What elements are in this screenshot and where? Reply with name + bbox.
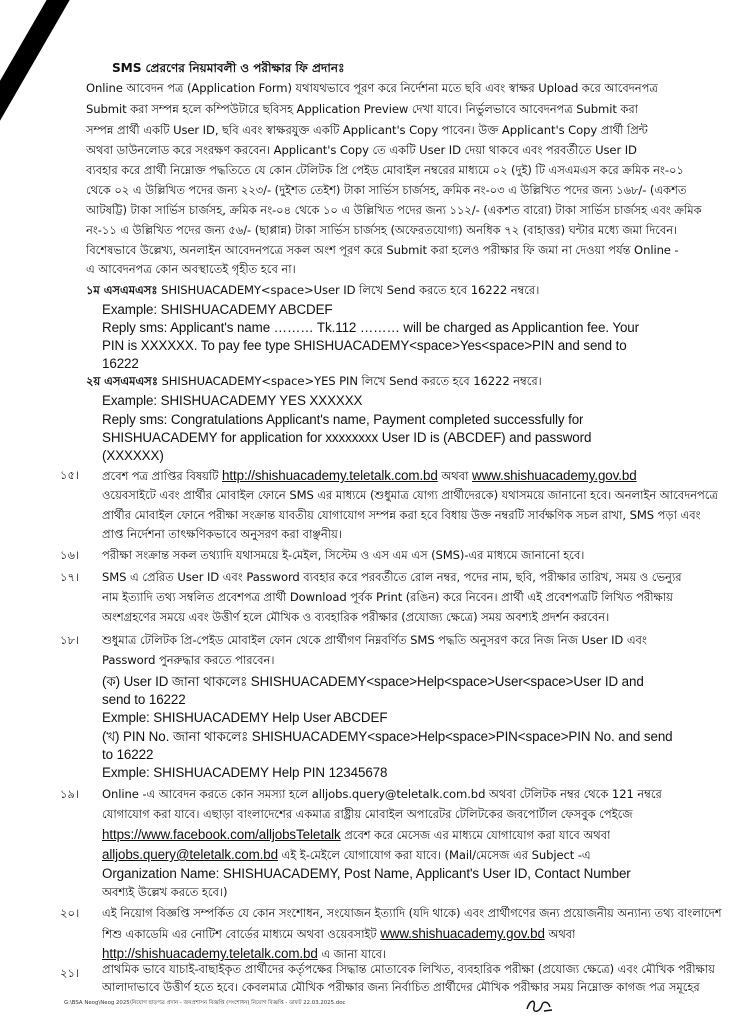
- item18-line: Password পুনরুদ্ধার করতে পারবেন।: [102, 653, 275, 667]
- intro-line: নং-১১ এ উল্লিখিত পদের জন্য ৫৬/- (ছাপ্পান্ন) টাকা সার্ভিস চার্জসহ (অফেরতযোগ্য) অনধিক ৭২ (বাহাত্তর) ঘন্টার মধ্যে জমা দিবেন।: [86, 223, 678, 237]
- item-number: ২১।: [60, 966, 80, 980]
- intro-line: বিশেষভাবে উল্লেখ্য, অনলাইন আবেদনপত্রে সকল অংশ পূরণ করে Submit করা হলেও পরীক্ষার ফি জমা না দেওয়া পর্যন্ত Online -: [86, 243, 679, 257]
- item19-line: যোগাযোগ করা যাবে। এছাড়া বাংলাদেশের একমাত্র রাষ্ট্রীয় মোবাইল অপারেটর টেলিটকের জবপোর্টাল ফেসবুক পেইজে: [102, 807, 633, 821]
- item18-kha-line: (খ) PIN No. জানা থাকলেঃ SHISHUACADEMY<space>Help<space>PIN<space>PIN No. and send: [102, 729, 673, 744]
- facebook-page-link[interactable]: https://www.facebook.com/alljobsTeletalk: [102, 827, 341, 842]
- item19-text: প্রবেশ করে মেসেজ এর মাধ্যমে যোগাযোগ করা যাবে অথবা: [340, 828, 611, 842]
- item-number: ২০।: [60, 906, 80, 920]
- item-number: ১৭।: [60, 570, 80, 584]
- section-heading: SMS প্রেরণের নিয়মাবলী ও পরীক্ষার ফি প্রদানঃ: [112, 61, 345, 75]
- file-path-footer: G:\BSA Neog\Neog 2025\নিয়োগ ছাড়পত্র প্রদান - জনপ্রশাসন বিজ্ঞপ্তি (সংশোধন) নিয়োগ বিজ্ঞপ্তি - ডাফট 22.03.2025.doc: [64, 1000, 346, 1006]
- item-number: ১৫।: [60, 468, 80, 482]
- support-email-link[interactable]: alljobs.query@teletalk.com.bd: [102, 847, 278, 862]
- item20-line: [102, 946, 386, 962]
- sms1-text: SHISHUACADEMY<space>User ID লিখে Send করতে হবে 16222 নম্বরে।: [157, 283, 540, 297]
- intro-line: আটষট্টি) টাকা সার্ভিস চার্জসহ, ক্রমিক নং-০৪ থেকে ১০ এ উল্লিখিত পদের জন্য ১১২/- (একশত বারো) টাকা সার্ভিস চার্জসহ এবং ক্রমিক: [86, 203, 702, 217]
- teletalk-portal-link[interactable]: http://shishuacademy.teletalk.com.bd: [102, 946, 318, 961]
- sms2-reply-line: Reply sms: Congratulations Applicant's name, Payment completed successfully for: [102, 412, 584, 427]
- item18-ka-line: Exmple: SHISHUACADEMY Help User ABCDEF: [102, 710, 388, 725]
- sms1-reply-line: PIN is XXXXXX. To pay fee type SHISHUACADEMY<space>Yes<space>PIN and send to: [102, 338, 627, 353]
- item16-line: পরীক্ষা সংক্রান্ত সকল তথ্যাদি যথাসময়ে ই-মেইল, সিস্টেম ও এস এম এস (SMS)-এর মাধ্যমে জানানো হবে।: [102, 548, 585, 562]
- item18-ka-line: send to 16222: [102, 692, 186, 707]
- item20-or: অথবা: [544, 927, 576, 941]
- sms2-instruction: [86, 374, 542, 389]
- sms1-label: ১ম এসএমএসঃ: [86, 283, 158, 297]
- item-number: ১৬।: [60, 548, 80, 562]
- sms2-example: Example: SHISHUACADEMY YES XXXXXX: [102, 393, 363, 408]
- item15-line: প্রাপ্ত নির্দেশনা তাৎক্ষণিকভাবে অনুসরণ করা বাঞ্ছনীয়।: [102, 527, 342, 541]
- item18-line: শুধুমাত্র টেলিটক প্রি-পেইড মোবাইল ফোন থেকে প্রার্থীগণ নিম্নবর্ণিত SMS পদ্ধতি অনুসরণ করে নিজ নিজ User ID এবং: [102, 633, 647, 647]
- intro-line: অথবা ডাউনলোড করে সংরক্ষণ করবেন। Applicant's Copy তে একটি User ID দেয়া থাকবে এবং পরবর্তীতে User ID: [86, 143, 637, 157]
- item19-line: Online -এ আবেদন করতে কোন সমস্যা হলে alljobs.query@teletalk.com.bd অথবা টেলিটক নম্বর থেকে 121 নম্বরে: [102, 787, 662, 801]
- teletalk-portal-link[interactable]: http://shishuacademy.teletalk.com.bd: [222, 468, 438, 483]
- sms2-reply-line: (XXXXXX): [102, 448, 164, 463]
- item-number: ১৯।: [60, 787, 80, 801]
- item19-line: [102, 847, 591, 863]
- item-number: ১৮।: [60, 633, 80, 647]
- item19-text: এই ই-মেইলে যোগাযোগ করা যাবে। (Mail/মেসেজ এর Subject -এ: [277, 848, 591, 862]
- item21-line: আলাদাভাবে উত্তীর্ণ হতে হবে। কেবলমাত্র মৌখিক পরীক্ষার জন্য নির্বাচিত প্রার্থীদের মৌখিক পরীক্ষার সময় নিম্নোক্ত কাগজ পত্র সমূহের: [102, 980, 700, 994]
- intro-line: সম্পন্ন প্রার্থী একটি User ID, ছবি এবং স্বাক্ষরযুক্ত একটি Applicant's Copy পাবেন। উক্ত Applicant's Copy প্রার্থী প্রিন্ট: [86, 123, 648, 137]
- item15-or: অথবা: [437, 469, 472, 483]
- item17-line: SMS এ প্রেরিত User ID এবং Password ব্যবহার করে পরবর্তীতে রোল নম্বর, পদের নাম, ছবি, পরীক্ষার তারিখ, সময় ও ভেন্যুর: [102, 570, 682, 584]
- item15-line: প্রার্থীর মোবাইল ফোনে পরীক্ষা সংক্রান্ত যাবতীয় যোগাযোগ সম্পন্ন করা হবে বিধায় উক্ত নম্বরটি সার্বক্ষণিক সচল রাখা, SMS পড়া এবং: [102, 508, 701, 522]
- sms1-reply-line: 16222: [102, 356, 139, 371]
- intro-line: Submit করা সম্পন্ন হলে কম্পিউটারে ছবিসহ Application Preview দেখা যাবে। নির্ভুলভাবে আবেদনপত্র Submit করা: [86, 102, 639, 116]
- item19-line: অবশ্যই উল্লেখ করতে হবে।): [102, 885, 228, 899]
- item15-text: প্রবেশ পত্র প্রাপ্তির বিষয়টি: [102, 469, 223, 483]
- item19-line: [102, 827, 610, 843]
- sms1-instruction: [86, 283, 539, 298]
- item20-text: শিশু একাডেমি এর নোটিশ বোর্ডের মাধ্যমে অথবা ওয়েবসাইট: [102, 927, 381, 941]
- item20-line: [102, 926, 575, 942]
- intro-line: থেকে ০২ এ উল্লিখিত পদের জন্য ২২৩/- (দুইশত তেইশ) টাকা সার্ভিস চার্জসহ, ক্রমিক নং-০৩ এ উল্লিখিত পদের জন্য ১৬৮/- (একশত: [86, 183, 687, 197]
- item18-kha-line: to 16222: [102, 747, 154, 762]
- sms1-reply-line: Reply sms: Applicant's name ……… Tk.112 ……… will be charged as Applicantion fee. Your: [102, 320, 639, 335]
- item21-line: প্রাথমিক ভাবে যাচাই-বাছাইকৃত প্রার্থীদের কর্তৃপক্ষের সিদ্ধান্ত মোতাবেক লিখিত, ব্যবহারিক পরীক্ষা (প্রযোজ্য ক্ষেত্রে) এবং মৌখিক পরীক্ষায়: [102, 962, 715, 976]
- item15-line: [102, 468, 637, 484]
- intro-line: Online আবেদন পত্র (Application Form) যথাযথভাবে পূরণ করে নির্দেশনা মতে ছবি এবং স্বাক্ষর Upload করে আবেদনপত্র: [86, 81, 658, 95]
- item17-line: নাম ইত্যাদি তথ্য সম্বলিত প্রবেশপত্র প্রার্থী Download পূর্বক Print (রঙিন) করে নিবেন। প্রার্থী এই প্রবেশপত্রটি লিখিত পরীক্ষায়: [102, 590, 673, 604]
- sms2-label: ২য় এসএমএসঃ: [86, 374, 158, 388]
- item20-line: এই নিয়োগ বিজ্ঞপ্তি সম্পর্কিত যে কোন সংশোধন, সংযোজন ইত্যাদি (যদি থাকে) এবং প্রার্থীগণের জন্য প্রয়োজনীয় অন্যান্য তথ্য বাংলাদেশ: [102, 906, 722, 920]
- item18-ka-line: (ক) User ID জানা থাকলেঃ SHISHUACADEMY<space>Help<space>User<space>User ID and: [102, 674, 644, 689]
- sms2-text: SHISHUACADEMY<space>YES PIN লিখে Send করতে হবে 16222 নম্বরে।: [157, 374, 542, 388]
- academy-website-link[interactable]: www.shishuacademy.gov.bd: [472, 468, 637, 483]
- intro-line: এ আবেদনপত্র কোন অবস্থাতেই গৃহীত হবে না।: [86, 262, 296, 276]
- signature-mark: [524, 995, 554, 1017]
- intro-line: ব্যবহার করে প্রার্থী নিম্নোক্ত পদ্ধতিতে যে কোন টেলিটক প্রি পেইড মোবাইল নম্বরের মাধ্যমে ০২ (দুই) টি এসএমএস করে ক্রমিক নং-০১: [86, 163, 684, 177]
- sms2-reply-line: SHISHUACADEMY for application for xxxxxxxx User ID is (ABCDEF) and password: [102, 430, 592, 445]
- academy-website-link[interactable]: www.shishuacademy.gov.bd: [380, 926, 545, 941]
- item20-text: এ জানা যাবে।: [317, 947, 387, 961]
- sms1-example: Example: SHISHUACADEMY ABCDEF: [102, 302, 333, 317]
- item18-kha-line: Exmple: SHISHUACADEMY Help PIN 12345678: [102, 765, 388, 780]
- item19-line: Organization Name: SHISHUACADEMY, Post Name, Applicant's User ID, Contact Number: [102, 866, 631, 881]
- item15-line: ওয়েবসাইটে এবং প্রার্থীর মোবাইল ফোনে SMS এর মাধ্যমে (শুধুমাত্র যোগ্য প্রার্থীদেরকে) যথাসময়ে জানানো হবে। অনলাইন আবেদনপত্রে: [102, 488, 718, 502]
- item17-line: অংশগ্রহণের সময়ে এবং উত্তীর্ণ হলে মৌখিক ও ব্যবহারিক পরীক্ষার (প্রযোজ্য ক্ষেত্রে) সময় অবশ্যই প্রদর্শন করবেন।: [102, 610, 610, 624]
